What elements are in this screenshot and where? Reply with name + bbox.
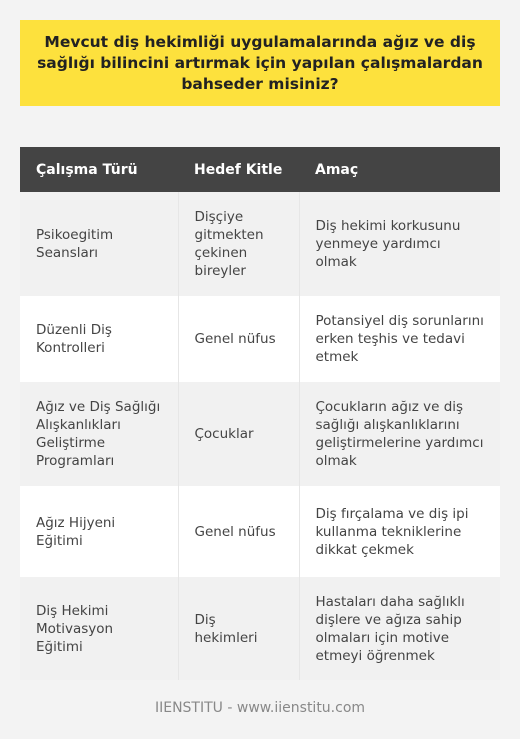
- cell-goal: Diş hekimi korkusunu yenmeye yardımcı olmak: [299, 192, 500, 296]
- cell-type: Ağız ve Diş Sağlığı Alışkanlıkları Geliştirme Programları: [20, 382, 178, 486]
- header-hedef-kitle: Hedef Kitle: [178, 147, 299, 192]
- table-row: [20, 296, 500, 382]
- cell-type: Psikoegitim Seansları: [20, 192, 178, 296]
- header-amac: Amaç: [299, 147, 500, 192]
- cell-type: Düzenli Diş Kontrolleri: [20, 296, 178, 382]
- table-row: [20, 486, 500, 577]
- cell-audience: Diş hekimleri: [178, 577, 299, 680]
- cell-goal: Çocukların ağız ve diş sağlığı alışkanlıklarını geliştirmelerine yardımcı olmak: [299, 382, 500, 486]
- cell-audience: Çocuklar: [178, 382, 299, 486]
- table-header-row: [20, 147, 500, 192]
- question-banner: [20, 20, 500, 106]
- table-row: [20, 577, 500, 680]
- cell-goal: Hastaları daha sağlıklı dişlere ve ağıza sahip olmaları için motive etmeyi öğrenmek: [299, 577, 500, 680]
- info-table: [20, 147, 500, 680]
- cell-goal: Diş fırçalama ve diş ipi kullanma tekniklerine dikkat çekmek: [299, 486, 500, 577]
- cell-type: Diş Hekimi Motivasyon Eğitimi: [20, 577, 178, 680]
- cell-type: Ağız Hijyeni Eğitimi: [20, 486, 178, 577]
- header-calisma-turu: Çalışma Türü: [20, 147, 178, 192]
- table-row: [20, 382, 500, 486]
- table-row: [20, 192, 500, 296]
- footer-source: IIENSTITU - www.iienstitu.com: [154, 700, 366, 716]
- cell-audience: Dişçiye gitmekten çekinen bireyler: [178, 192, 299, 296]
- cell-goal: Potansiyel diş sorunlarını erken teşhis ve tedavi etmek: [299, 296, 500, 382]
- cell-audience: Genel nüfus: [178, 296, 299, 382]
- question-title: Mevcut diş hekimliği uygulamalarında ağız ve diş sağlığı bilincini artırmak için yapılan çalışmalardan bahseder misiniz?: [37, 32, 483, 93]
- cell-audience: Genel nüfus: [178, 486, 299, 577]
